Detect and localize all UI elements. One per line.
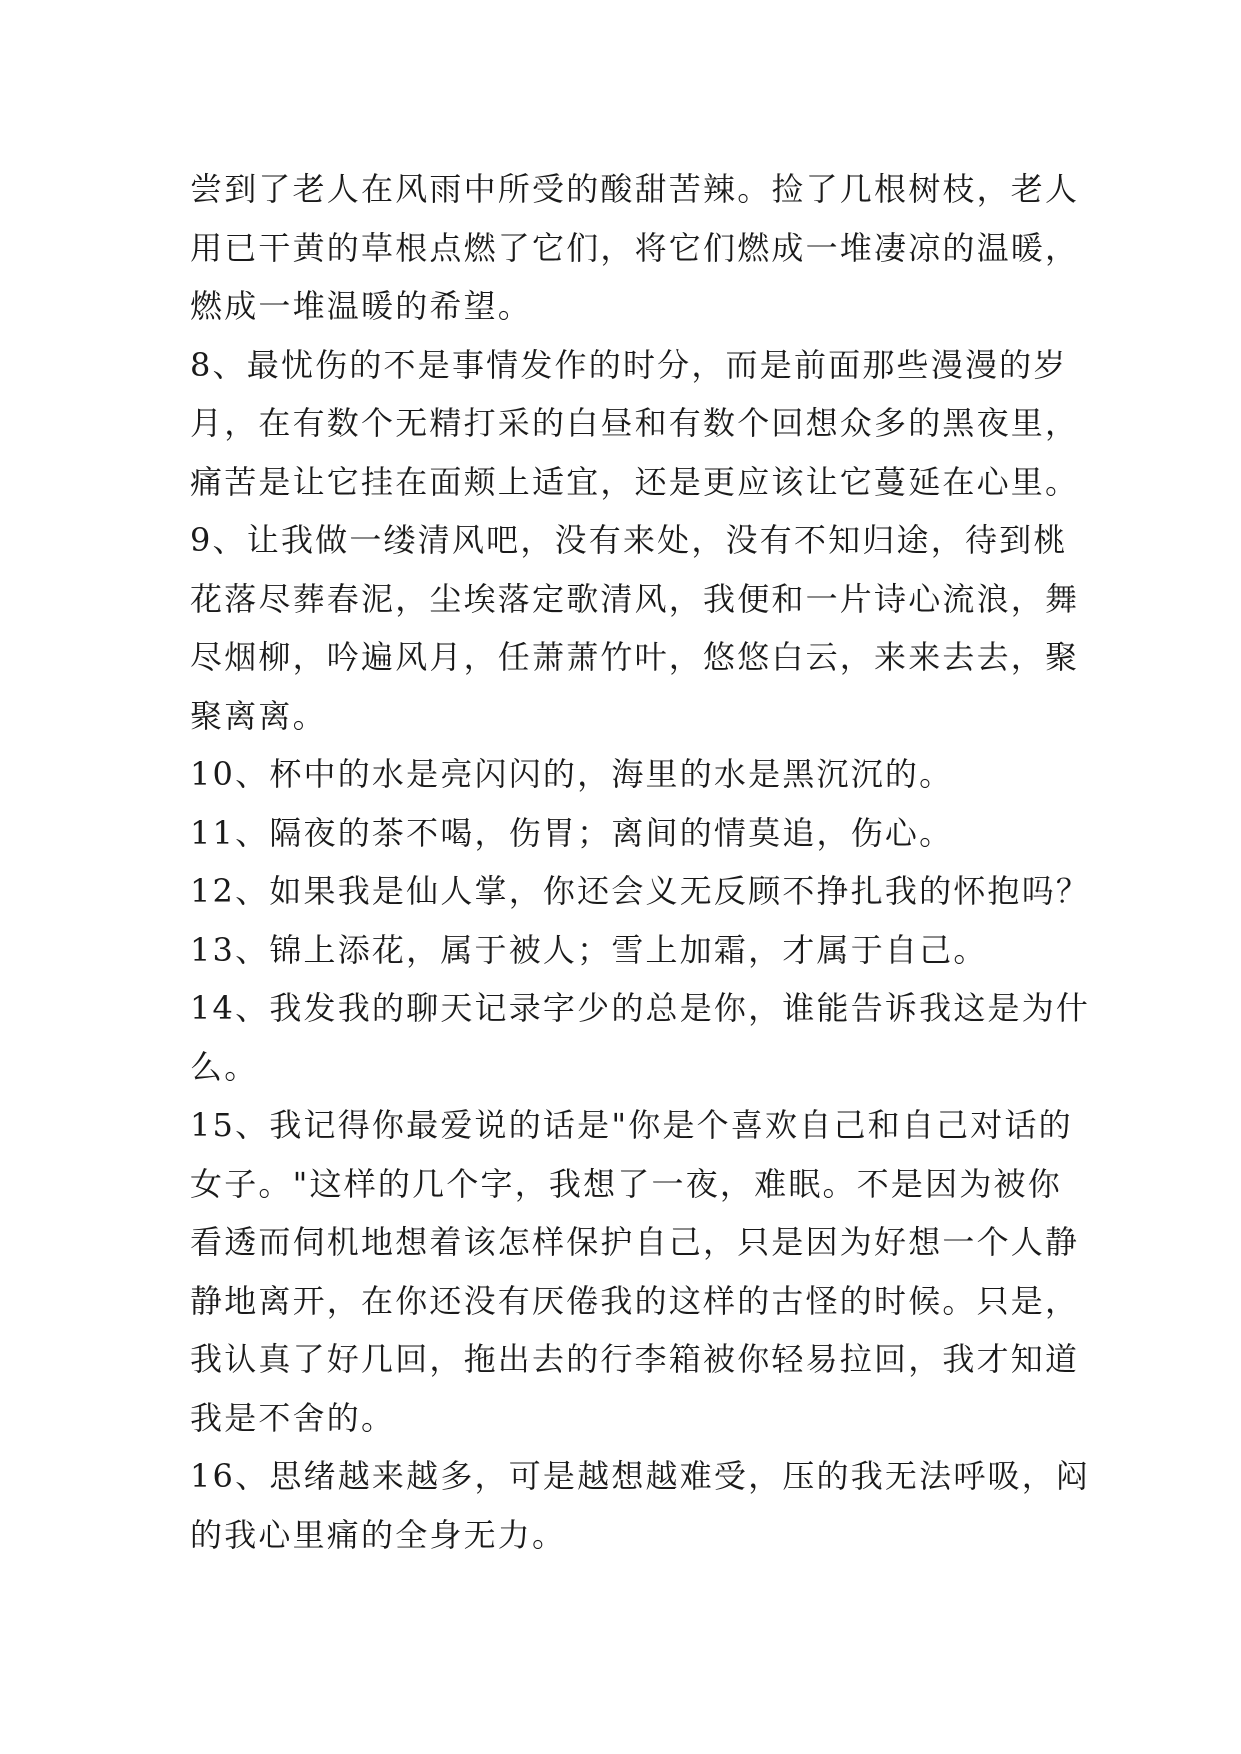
text-line: 我认真了好几回，拖出去的行李箱被你轻易拉回，我才知道 xyxy=(190,1340,1080,1378)
text-line: 花落尽葬春泥，尘埃落定歌清风，我便和一片诗心流浪，舞 xyxy=(190,579,1080,618)
text-line: 女子。"这样的几个字，我想了一夜，难眠。不是因为被你 xyxy=(190,1164,1062,1203)
text-line: 12、如果我是仙人掌，你还会义无反顾不挣扎我的怀抱吗？ xyxy=(190,872,1091,910)
text-line: 14、我发我的聊天记录字少的总是你，谁能告诉我这是为什 xyxy=(190,989,1091,1027)
text-line: 13、锦上添花，属于被人；雪上加霜，才属于自己。 xyxy=(190,930,988,969)
text-line: 8、最忧伤的不是事情发作的时分，而是前面那些漫漫的岁 xyxy=(190,345,1068,384)
text-line: 的我心里痛的全身无力。 xyxy=(190,1515,567,1554)
text-line: 月，在有数个无精打采的白昼和有数个回想众多的黑夜里， xyxy=(190,404,1080,442)
text-line: 用已干黄的草根点燃了它们，将它们燃成一堆凄凉的温暖， xyxy=(190,228,1080,267)
text-line: 尝到了老人在风雨中所受的酸甜苦辣。捡了几根树枝，老人 xyxy=(190,170,1080,208)
text-line: 15、我记得你最爱说的话是"你是个喜欢自己和自己对话的 xyxy=(190,1106,1073,1144)
text-line: 燃成一堆温暖的希望。 xyxy=(190,287,533,325)
text-line: 看透而伺机地想着该怎样保护自己，只是因为好想一个人静 xyxy=(190,1223,1080,1261)
text-line: 10、杯中的水是亮闪闪的，海里的水是黑沉沉的。 xyxy=(190,755,954,793)
text-line: 么。 xyxy=(190,1047,259,1086)
text-line: 我是不舍的。 xyxy=(190,1398,396,1437)
document-body xyxy=(190,160,1091,1564)
text-line: 16、思绪越来越多，可是越想越难受，压的我无法呼吸，闷 xyxy=(190,1457,1091,1495)
text-line: 痛苦是让它挂在面颊上适宜，还是更应该让它蔓延在心里。 xyxy=(190,462,1080,501)
text-line: 11、隔夜的茶不喝，伤胃；离间的情莫追，伤心。 xyxy=(190,813,954,852)
text-line: 静地离开，在你还没有厌倦我的这样的古怪的时候。只是， xyxy=(190,1281,1080,1320)
text-line: 9、让我做一缕清风吧，没有来处，没有不知归途，待到桃 xyxy=(190,521,1068,559)
text-line: 尽烟柳，吟遍风月，任萧萧竹叶，悠悠白云，来来去去，聚 xyxy=(190,638,1080,676)
text-line: 聚离离。 xyxy=(190,696,327,735)
